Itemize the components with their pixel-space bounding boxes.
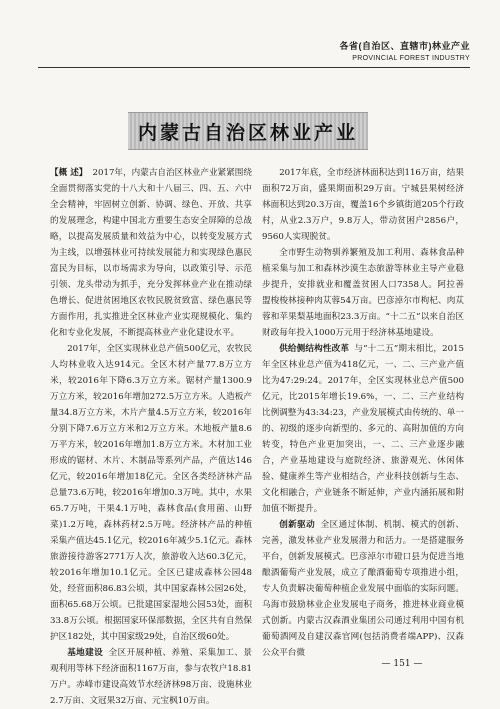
overview-text: 2017年，内蒙古自治区林业产业紧紧围绕全面贯彻落实党的十八大和十八届三、四、五、六中全会精神，牢固树立创新、协调、绿色、开放、共享的发展理念，构建中国北方重要生态安全屏障的总战略，以提高发展质量和效益为中心，以转变发展方式为主线，以增强林业可持续发展能力和实现绿色惠民富民为目标，以市场需求为导向，以政策引导、示范引领、龙头带动为抓手，充分发挥林业产业在推动绿色增长、促进贫困地区农牧民脱贫致富、绿色惠民等方面作用，扎实推进全区林业产业实现规模化、集约化和专业化发展，不断提高林业产业化建设水平。	[50, 168, 252, 338]
left-column	[50, 165, 252, 709]
header-section-en: PROVINCIAL FOREST INDUSTRY	[352, 55, 470, 62]
right-column	[262, 165, 464, 661]
dominant-industry-paragraph: 全市野生动物驯养繁殖及加工利用、森林食品种植采集与加工和森林沙漠生态旅游等林业主导产业稳步提升，安排就业和覆盖贫困人口7358人。阿拉善盟梭梭林接种肉苁蓉54万亩。巴彦淖尔市枸杞、肉苁蓉和苹果梨基地面积23.3万亩。“十二五”以来自治区财政每年投入1000万元用于经济林基地建设。	[262, 248, 464, 338]
innovation-label: 创新驱动	[279, 520, 316, 530]
supply-reform-text: 与“十二五”期末相比，2015年全区林业总产值为418亿元，一、二、三产业产值比为47:29:24。2017年，全区实现林业总产值500亿元，比2015年增长19.6%，一、二、三产业结构比例调整为43:34:23，产业发展模式由传统的、单一的、初级的逐步向新型的、多元的、高附加值的方向转变，特色产业更加突出，一、二、三产业逐步融合，产业基地建设与庭院经济、旅游观光、休闲体验、健康养生等产业相结合，产业科技创新与生态、文化相融合，产业链条不断延伸，产业内涵拓展和附加值不断提升。	[262, 344, 464, 514]
overview-label: 【概 述】	[50, 168, 88, 178]
innovation-paragraph	[262, 517, 464, 661]
running-header	[340, 39, 471, 62]
overview-paragraph	[50, 165, 252, 341]
innovation-text: 全区通过体制、机制、模式的创新、完善，激发林业产业发展潜力和活力。一是搭建服务平台，创新发展模式。巴彦淖尔市磴口县为促进当地酿酒葡萄产业发展，成立了酿酒葡萄专项推进小组，专人负责解决葡萄种植企业发展中面临的实际问题。乌海市鼓励林业企业发展电子商务，推进林业商业模式创新。内蒙古汉森酒业集团公司通过利用中国有机葡萄酒网及自建汉森官网(包括消费者端APP)、汉森公众平台微	[262, 520, 464, 658]
orchard-paragraph: 2017年底，全市经济林面积达到116万亩，结果面积72万亩，盛果期面积29万亩。宁城县果树经济林面积达到20.3万亩，覆盖16个乡镇街道205个行政村，从业2.3万户，9.8万人，带动贫困户2856户，9560人实现脱贫。	[262, 168, 464, 242]
page-number: — 151 —	[381, 659, 423, 669]
title-banner	[128, 112, 368, 150]
supply-reform-label: 供给侧结构性改革	[279, 344, 350, 354]
base-construction-paragraph	[50, 645, 252, 709]
base-construction-text: 全区开展种植、养殖、采集加工、景观利用等林下经济面积1167万亩，参与农牧户18.81万户。赤峰市建设高效节水经济林98万亩、设施林业2.7万亩、文冠果32万亩、元宝枫10万亩。	[50, 648, 252, 706]
header-section-cn: 各省(自治区、直辖市)林业产业	[339, 41, 470, 51]
header-rule	[38, 67, 470, 68]
page-title: 内蒙古自治区林业产业	[137, 121, 358, 144]
supply-reform-paragraph	[262, 341, 464, 517]
base-construction-label: 基地建设	[67, 648, 104, 658]
output-paragraph: 2017年，全区实现林业总产值500亿元，农牧民人均林业收入达914元。全区木材产量77.8万立方米，较2016年下降6.3万立方米。锯材产量1300.9万立方米，较2016年增加272.5万立方米。人造板产量34.8万立方米，木片产量4.5万立方米，较2016年分别下降7.6万立方米和2万立方米。木地板产量8.6万平方米，较2016年增加1.8万立方米。木材加工业形成的锯材、木片、木制品等系列产品，产值达146亿元，较2016年增加18亿元。全区各类经济林产品总量73.6万吨，较2016年增加0.3万吨。其中，水果65.7万吨，干果4.1万吨，森林食品(食用菌、山野菜)1.2万吨，森林药材2.5万吨。经济林产品的种植采集产值达45.1亿元，较2016年减少5.1亿元。森林旅游接待游客2771万人次，旅游收入达60.3亿元，较2016年增加10.1亿元。全区已建成森林公园48处，经营面积86.83公顷，其中国家森林公园26处，面积65.68万公顷。已批建国家湿地公园53处，面积33.8万公顷。根据国家环保部数据，全区共有自然保护区182处，其中国家级29处，自治区级60处。	[50, 344, 252, 642]
